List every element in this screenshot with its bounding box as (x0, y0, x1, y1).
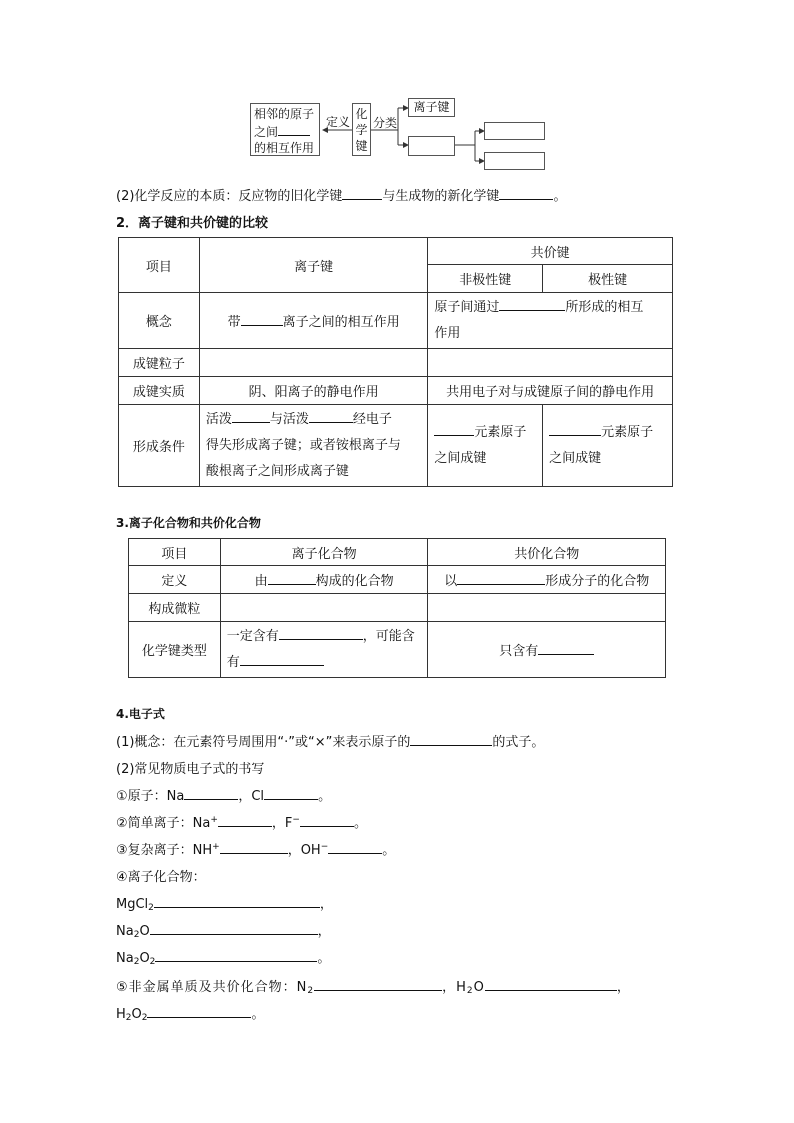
essence-ionic: 阴、阳离子的静电作用 (199, 377, 428, 405)
na2o-blank[interactable] (150, 921, 318, 935)
essence-blank-2[interactable] (499, 186, 553, 200)
mgcl2-line: MgCl$_2$ ， (116, 893, 333, 913)
header-polar: 极性键 (543, 265, 673, 293)
definition-ionic-blank[interactable] (268, 571, 316, 585)
h2o2-blank[interactable] (147, 1004, 251, 1018)
concept-blank[interactable] (410, 732, 492, 746)
row-label-conditions: 形成条件 (119, 405, 200, 487)
compound-header-item: 项目 (129, 539, 221, 566)
classification-arrow-label: 分类 (373, 116, 398, 130)
section-3-title: 3.离子化合物和共价化合物 (116, 516, 261, 530)
essence-text-3: 。 (553, 189, 567, 204)
na2o2-line: $Na_2O_2$ 。 (116, 947, 330, 967)
mgcl2-blank[interactable] (154, 894, 320, 908)
conditions-nonpolar-cell: 元素原子 之间成键 (428, 405, 543, 487)
definition-line-1: 相邻的原子 (254, 107, 315, 121)
atoms-line: ①原子：Na ，Cl 。 (116, 785, 331, 804)
electron-formula-concept: (1)概念：在元素符号周围用“·”或“×”来表示原子的 的式子。 (116, 731, 544, 750)
definition-arrow-label: 定义 (326, 115, 351, 129)
definition-line-3: 的相互作用 (254, 141, 315, 155)
section-4-title: 4.电子式 (116, 707, 165, 721)
ionic-bond-box (408, 98, 455, 117)
header-covalent-bond: 共价键 (428, 238, 673, 265)
h2o-blank[interactable] (485, 977, 617, 991)
compound-header-ionic: 离子化合物 (220, 539, 428, 566)
essence-text-1: (2)化学反应的本质：反应物的旧化学键 (116, 189, 343, 204)
nh4-ion-blank[interactable] (220, 840, 288, 854)
reaction-essence-line (116, 185, 566, 204)
simple-ions-line: ②简单离子：Na+ ，F− 。 (116, 815, 367, 831)
oh-ion-blank[interactable] (328, 840, 382, 854)
header-ionic-bond: 离子键 (199, 238, 428, 293)
compound-header-covalent: 共价化合物 (428, 539, 666, 566)
conditions-blank-1[interactable] (232, 409, 270, 423)
cl-atom-blank[interactable] (264, 786, 318, 800)
row-label-essence: 成键实质 (119, 377, 200, 405)
definition-covalent-cell: 以 形成分子的化合物 (428, 566, 666, 594)
concept-ionic-blank[interactable] (241, 312, 283, 326)
bond-comparison-table (118, 237, 673, 487)
bond-char-1: 化 (355, 107, 368, 121)
definition-blank[interactable] (278, 122, 310, 136)
h2o2-line: $H_2O_2$ 。 (116, 1003, 265, 1023)
bond-type-covalent-cell: 只含有 (428, 622, 666, 678)
row-label-definition: 定义 (129, 566, 221, 594)
na2o-line: $Na_2O$ ， (116, 920, 331, 940)
constituent-covalent-answer[interactable] (428, 594, 666, 622)
ionic-compounds-heading: ④离子化合物： (116, 870, 206, 885)
n2-blank[interactable] (314, 977, 442, 991)
header-item: 项目 (119, 238, 200, 293)
bond-type-ionic-cell: 一定含有 ，可能含 有 (220, 622, 428, 678)
nonmetal-line: ⑤非金属单质及共价化合物：$N_2$ ，$H_2O$ ， (116, 976, 631, 996)
complex-ions-line: ③复杂离子：NH+ ，OH− 。 (116, 842, 396, 858)
definition-covalent-blank[interactable] (457, 571, 545, 585)
essence-text-2: 与生成物的新化学键 (382, 189, 500, 204)
subtype-blank-box-2[interactable] (484, 152, 545, 170)
conditions-polar-blank[interactable] (549, 422, 601, 436)
bond-type-covalent-blank[interactable] (538, 641, 594, 655)
writing-subheading: (2)常见物质电子式的书写 (116, 762, 265, 777)
definition-ionic-cell: 由 构成的化合物 (220, 566, 428, 594)
concept-ionic-cell: 带 离子之间的相互作用 (199, 293, 428, 349)
definition-box (250, 103, 320, 156)
particles-covalent-answer[interactable] (428, 349, 673, 377)
definition-line-2: 之间 (254, 125, 279, 139)
bond-char-3: 键 (355, 139, 368, 153)
row-label-particles: 成键粒子 (119, 349, 200, 377)
bond-type-blank-1[interactable] (279, 626, 363, 640)
conditions-nonpolar-blank[interactable] (434, 422, 474, 436)
particles-ionic-answer[interactable] (199, 349, 428, 377)
row-label-constituent-particles: 构成微粒 (129, 594, 221, 622)
subtype-blank-box-1[interactable] (484, 122, 545, 140)
essence-blank-1[interactable] (342, 186, 382, 200)
bond-char-2: 学 (355, 123, 368, 137)
compound-comparison-table (128, 538, 666, 678)
na-ion-blank[interactable] (218, 813, 272, 827)
conditions-polar-cell: 元素原子 之间成键 (543, 405, 673, 487)
concept-covalent-blank[interactable] (499, 297, 565, 311)
essence-covalent: 共用电子对与成键原子间的静电作用 (428, 377, 673, 405)
na-atom-blank[interactable] (184, 786, 238, 800)
conditions-ionic-cell: 活泼 与活泼 经电子 得失形成离子键；或者铵根离子与 酸根离子之间形成离子键 (199, 405, 428, 487)
covalent-type-blank-box[interactable] (408, 136, 455, 156)
header-nonpolar: 非极性键 (428, 265, 543, 293)
na2o2-blank[interactable] (155, 948, 317, 962)
f-ion-blank[interactable] (300, 813, 354, 827)
bond-type-blank-2[interactable] (240, 652, 324, 666)
ionic-bond-box-label: 离子键 (413, 100, 450, 114)
section-2-title: 2．离子键和共价键的比较 (116, 216, 269, 231)
conditions-blank-2[interactable] (309, 409, 353, 423)
row-label-bond-type: 化学键类型 (129, 622, 221, 678)
constituent-ionic-answer[interactable] (220, 594, 428, 622)
row-label-concept: 概念 (119, 293, 200, 349)
concept-covalent-cell: 原子间通过 所形成的相互 作用 (428, 293, 673, 349)
chemical-bond-box (352, 103, 371, 156)
